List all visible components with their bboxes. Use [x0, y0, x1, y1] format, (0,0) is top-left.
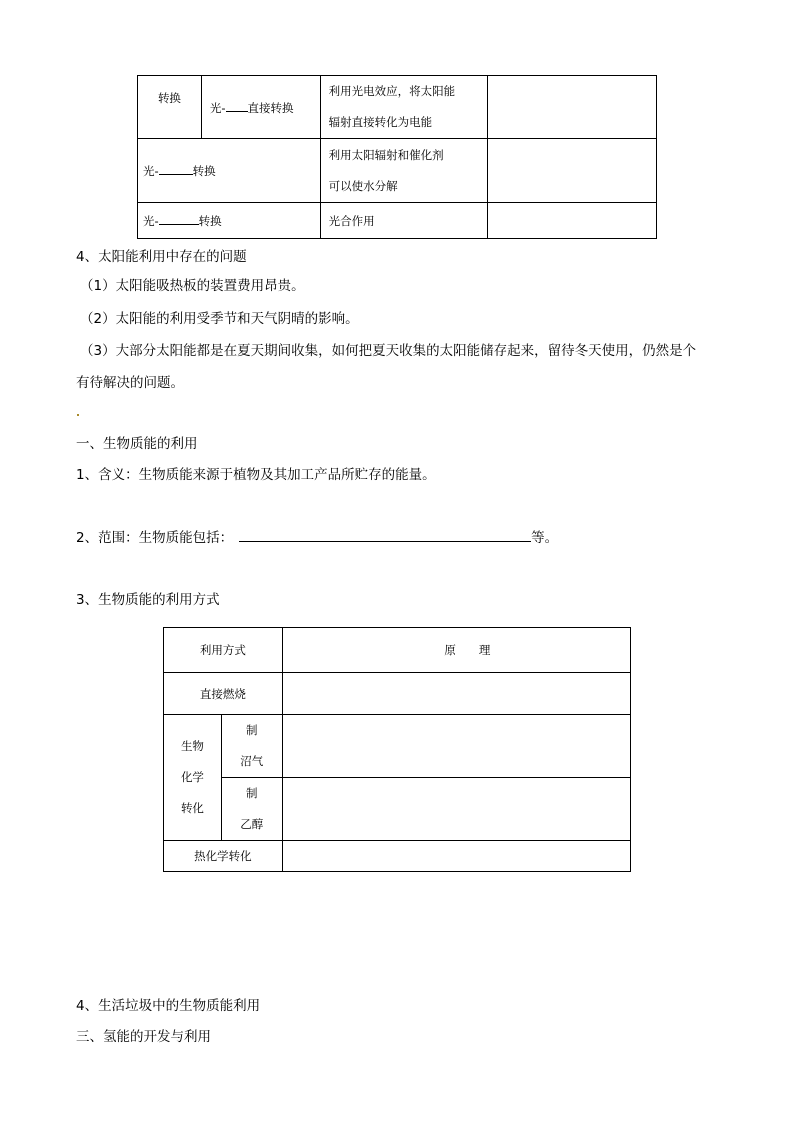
table2-cell-text: 制: [246, 786, 258, 800]
table1-cell-text: 转换: [192, 164, 216, 178]
table2-cell-text: 生物: [180, 739, 204, 753]
biomass-scope-text: 2、范围：生物质能包括：: [76, 530, 234, 546]
table2-cell-empty: [282, 778, 630, 841]
table2-cell-text: 制: [246, 723, 258, 737]
table1-cell-desc: [320, 203, 488, 239]
table2-cell-text: 直接燃烧: [199, 686, 246, 701]
table1-cell-empty: [488, 139, 657, 203]
biomass-methods-table: [163, 627, 631, 872]
biomass-heading: 一、生物质能的利用: [76, 436, 198, 452]
table1-cell-text: 利用太阳辐射和催化剂: [328, 147, 444, 162]
table1-cell-text: 光合作用: [328, 213, 375, 228]
table1-cell-text: 光-: [143, 164, 159, 178]
biomass-scope-text: 等。: [531, 530, 559, 546]
table2-cell-text: 利用方式: [199, 643, 246, 657]
table1-cell-text: 转换: [157, 91, 181, 105]
fill-blank[interactable]: [159, 162, 193, 175]
table2-cell-text: 转化: [180, 801, 204, 815]
table1-cell-desc: [320, 139, 488, 203]
fill-blank[interactable]: [239, 529, 531, 542]
table1-cell-text: 辐射直接转化为电能: [328, 115, 433, 129]
table1-cell-empty: [488, 203, 657, 239]
table1-cell-direct: [201, 76, 320, 139]
table2-cell-text: 化学: [180, 770, 204, 784]
table2-row-direct: [164, 673, 283, 715]
table1-cell-conversion3: [138, 203, 321, 239]
table2-cell-empty: [282, 715, 630, 778]
table2-cell-text: 沼气: [240, 754, 264, 768]
table1-cell-text: 转换: [198, 214, 222, 228]
table2-sub-biogas: [221, 715, 282, 778]
table1-cell-text: 直接转换: [247, 100, 294, 115]
biomass-scope: [76, 529, 558, 547]
table2-header-method: [164, 628, 283, 673]
section4-title: 4、太阳能利用中存在的问题: [76, 249, 247, 265]
biomass-waste-title: 4、生活垃圾中的生物质能利用: [76, 998, 261, 1014]
fill-blank[interactable]: [159, 212, 199, 225]
table2-row-thermochem: [164, 841, 283, 872]
section4-point3-line2: 有待解决的问题。: [76, 375, 184, 391]
table1-cell-text: 利用光电效应，将太阳能: [328, 84, 456, 98]
table2-row-biochem: [164, 715, 222, 841]
table1-cell-empty: [488, 76, 657, 139]
table1-cell-conversion2: [138, 139, 321, 203]
stray-dot: [77, 414, 79, 416]
table2-cell-text: 乙醇: [240, 817, 264, 831]
table2-cell-empty: [282, 841, 630, 872]
table2-cell-empty: [282, 673, 630, 715]
biomass-definition: 1、含义：生物质能来源于植物及其加工产品所贮存的能量。: [76, 467, 436, 483]
biomass-methods-title: 3、生物质能的利用方式: [76, 592, 220, 608]
table1-cell-desc: [320, 76, 488, 139]
section4-point1: （1）太阳能吸热板的装置费用昂贵。: [80, 278, 305, 294]
hydrogen-heading: 三、氢能的开发与利用: [76, 1029, 211, 1045]
table2-header-principle: [282, 628, 630, 673]
section4-point3-line1: （3）大部分太阳能都是在夏天期间收集，如何把夏天收集的太阳能储存起来，留待冬天使用，仍然是个: [80, 343, 697, 359]
table2-cell-text: 原 理: [444, 643, 491, 657]
table2-cell-text: 热化学转化: [194, 849, 252, 863]
solar-conversion-table: [137, 75, 657, 239]
table2-sub-ethanol: [221, 778, 282, 841]
table1-cell-text: 可以使水分解: [328, 178, 398, 193]
fill-blank[interactable]: [226, 99, 248, 112]
table1-cell-text: 光-: [143, 214, 159, 228]
section4-point2: （2）太阳能的利用受季节和天气阴晴的影响。: [80, 311, 359, 327]
table1-cell-text: 光-: [209, 100, 226, 115]
table1-cell-conversion: [138, 76, 202, 139]
